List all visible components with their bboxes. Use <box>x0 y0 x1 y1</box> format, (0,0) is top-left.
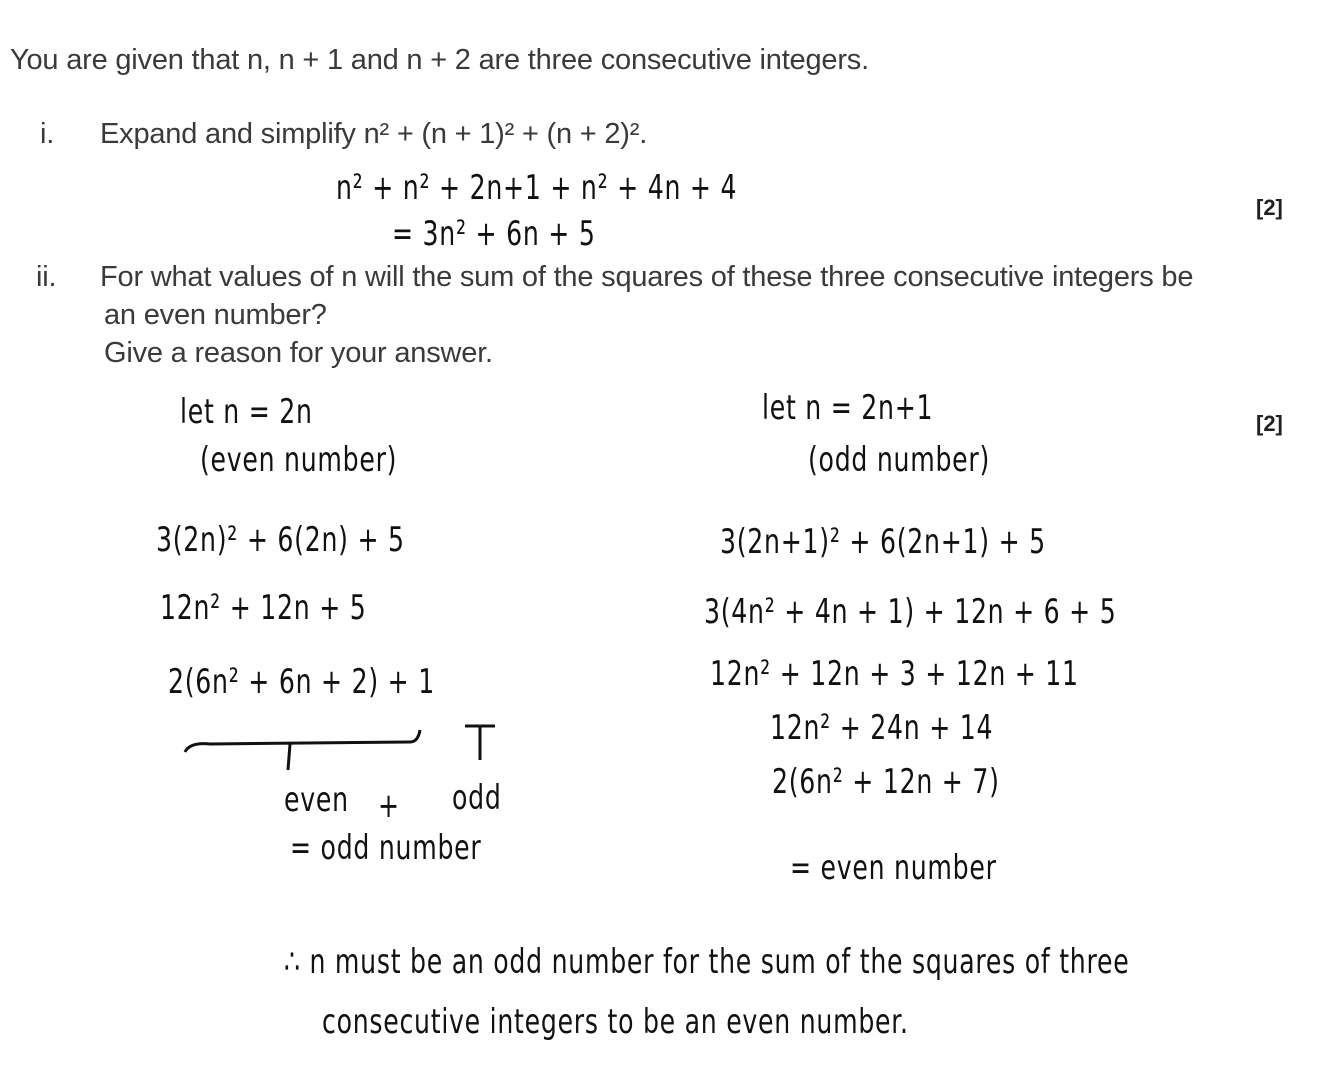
part-ii-prompt-line3: Give a reason for your answer. <box>104 337 493 369</box>
conclusion-line2: consecutive integers to be an even number. <box>322 1002 909 1042</box>
right-result: = even number <box>790 848 997 888</box>
right-let-line: let n = 2n+1 <box>762 388 934 428</box>
left-factored: 2(6n² + 6n + 2) + 1 <box>168 662 435 702</box>
right-substitution: 3(2n+1)² + 6(2n+1) + 5 <box>720 522 1046 562</box>
part-i-prompt: Expand and simplify n² + (n + 1)² + (n + 2)². <box>100 118 648 150</box>
part-i-label: i. <box>40 118 55 150</box>
part-ii-marks: [2] <box>1256 411 1283 436</box>
part-ii-prompt-line2: an even number? <box>104 299 327 331</box>
part-ii-prompt-line1: For what values of n will the sum of the squares of these three consecutive integers be <box>100 261 1194 293</box>
left-underbrace <box>180 722 510 782</box>
left-result: = odd number <box>290 828 482 868</box>
left-substitution: 3(2n)² + 6(2n) + 5 <box>156 520 405 560</box>
part-i-marks: [2] <box>1256 195 1283 220</box>
part-ii-label: ii. <box>36 261 57 293</box>
part-i-working-line2: = 3n² + 6n + 5 <box>392 214 596 254</box>
left-let-line: let n = 2n <box>180 392 313 432</box>
left-expanded: 12n² + 12n + 5 <box>160 588 367 628</box>
left-label-even: even <box>284 780 349 820</box>
right-simplified: 12n² + 24n + 14 <box>770 708 994 748</box>
left-label-plus: + <box>378 786 400 826</box>
left-label-odd: odd <box>452 778 502 818</box>
left-even-number-note: (even number) <box>200 440 398 480</box>
right-odd-number-note: (odd number) <box>808 440 991 480</box>
right-expanded: 3(4n² + 4n + 1) + 12n + 6 + 5 <box>704 592 1117 632</box>
right-factored: 2(6n² + 12n + 7) <box>772 762 1000 802</box>
part-i-working-line1: n² + n² + 2n+1 + n² + 4n + 4 <box>336 168 738 208</box>
conclusion-line1: ∴ n must be an odd number for the sum of the squares of three <box>284 942 1130 982</box>
question-intro: You are given that n, n + 1 and n + 2 are three consecutive integers. <box>10 44 869 76</box>
right-collected: 12n² + 12n + 3 + 12n + 11 <box>710 654 1079 694</box>
